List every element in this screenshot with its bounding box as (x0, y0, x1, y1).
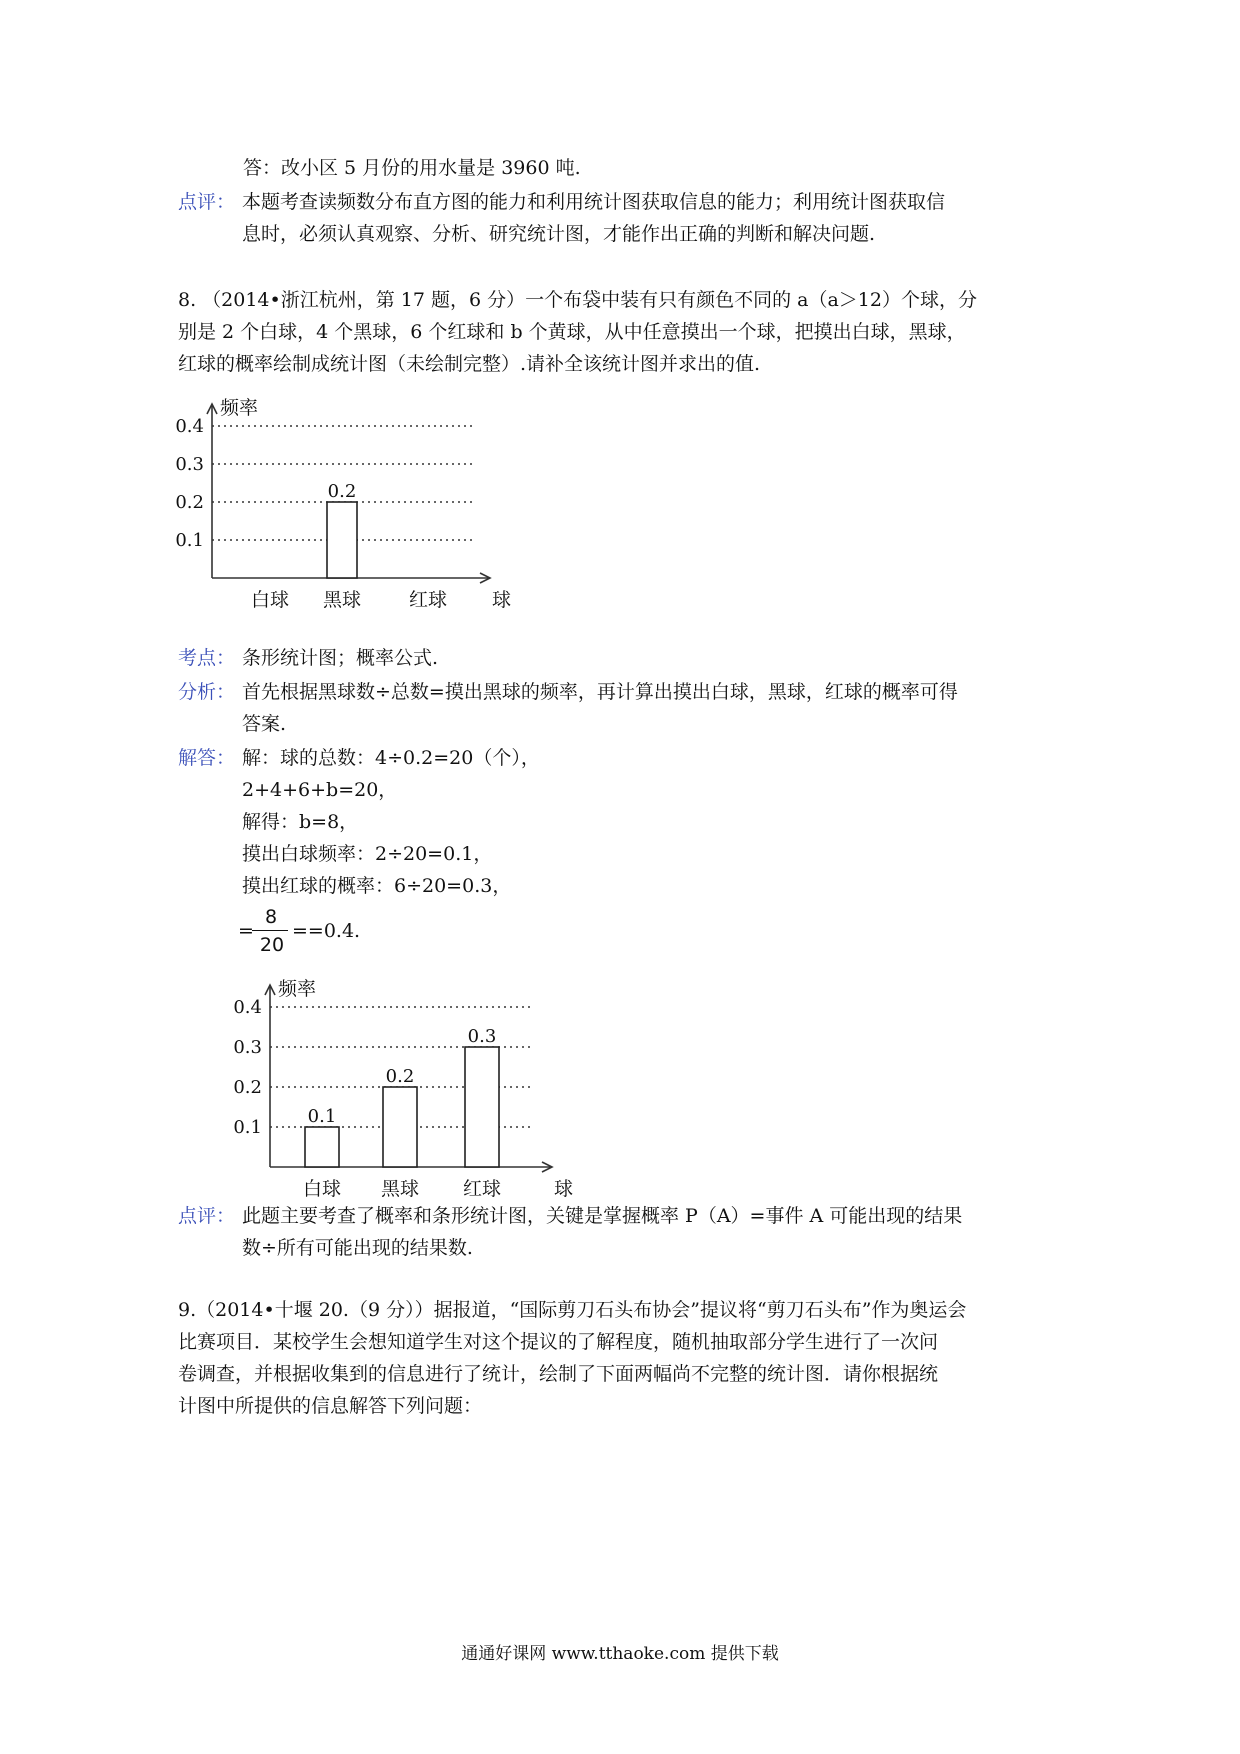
y-tick-label: 0.4 (233, 997, 262, 1018)
prev-comment-label: 点评： (178, 191, 236, 213)
fraction-denominator: 20 (259, 934, 285, 956)
solution-step: 2+4+6+b=20， (242, 779, 398, 801)
fraction-bar (252, 930, 288, 931)
kaodian-text: 条形统计图；概率公式. (242, 647, 439, 669)
bar (327, 502, 357, 578)
solution-step: 摸出白球频率：2÷20=0.1， (242, 843, 493, 865)
x-tick-label: 红球 (462, 1178, 502, 1200)
y-tick-label: 0.1 (175, 530, 204, 551)
fenxi-line1: 首先根据黑球数÷总数=摸出黑球的频率，再计算出摸出白球，黑球，红球的概率可得 (242, 681, 958, 703)
chart-complete (210, 965, 574, 1200)
q8-text-line1: 8. （2014•浙江杭州，第 17 题，6 分）一个布袋中装有只有颜色不同的 a（a＞12）个球，分 (178, 289, 977, 311)
bar (465, 1047, 499, 1167)
fenxi-label: 分析： (178, 681, 236, 703)
y-tick-label: 0.3 (175, 454, 204, 475)
x-tick-label: 黑球 (380, 1178, 420, 1200)
footer: 通通好课网 www.tthaoke.com 提供下载 (461, 1644, 779, 1664)
jieda-label: 解答： (178, 747, 236, 769)
y-tick-label: 0.1 (233, 1117, 262, 1138)
fraction-suffix: ==0.4. (292, 920, 361, 942)
fraction-prefix: = (238, 920, 254, 942)
bar (305, 1127, 339, 1167)
q8-text-line3: 红球的概率绘制成统计图（未绘制完整）.请补全该统计图并求出的值. (178, 353, 761, 375)
prev-answer: 答：改小区 5 月份的用水量是 3960 吨. (243, 157, 581, 179)
solution-step: 解得：b=8， (242, 811, 359, 833)
dianping-line1: 此题主要考查了概率和条形统计图，关键是掌握概率 P（A）=事件 A 可能出现的结果 (242, 1205, 963, 1227)
q9-text-line2: 比赛项目．某校学生会想知道学生对这个提议的了解程度，随机抽取部分学生进行了一次问 (178, 1331, 939, 1353)
x-axis-label: 球 (554, 1178, 574, 1200)
x-tick-label: 白球 (250, 589, 290, 611)
solution-step: 解：球的总数：4÷0.2=20（个）， (242, 747, 540, 769)
y-axis-label: 频率 (278, 978, 317, 1000)
kaodian-label: 考点： (178, 647, 236, 669)
y-axis-label: 频率 (220, 397, 259, 419)
bar-value-label: 0.2 (385, 1066, 415, 1087)
prev-comment-line1: 本题考查读频数分布直方图的能力和利用统计图获取信息的能力；利用统计图获取信 (242, 191, 946, 213)
bar-value-label: 0.3 (467, 1026, 497, 1047)
x-tick-label: 白球 (302, 1178, 342, 1200)
chart-incomplete (150, 380, 510, 610)
y-tick-label: 0.3 (233, 1037, 262, 1058)
bar-value-label: 0.2 (327, 481, 357, 502)
fenxi-line2: 答案. (242, 713, 287, 735)
q9-text-line4: 计图中所提供的信息解答下列问题： (178, 1395, 483, 1417)
q9-text-line1: 9.（2014•十堰 20.（9 分））据报道，“国际剪刀石头布协会”提议将“剪刀石头布”作为奥运会 (178, 1299, 967, 1321)
y-tick-label: 0.2 (175, 492, 204, 513)
prev-comment-line2: 息时，必须认真观察、分析、研究统计图，才能作出正确的判断和解决问题. (242, 223, 876, 245)
dianping-label: 点评： (178, 1205, 236, 1227)
x-axis-label: 球 (492, 589, 512, 611)
dianping-line2: 数÷所有可能出现的结果数. (242, 1237, 473, 1259)
q9-text-line3: 卷调查，并根据收集到的信息进行了统计，绘制了下面两幅尚不完整的统计图．请你根据统 (178, 1363, 939, 1385)
x-tick-label: 红球 (408, 589, 448, 611)
fraction-expression (238, 906, 378, 966)
x-tick-label: 黑球 (322, 589, 362, 611)
q8-text-line2: 别是 2 个白球，4 个黑球，6 个红球和 b 个黄球，从中任意摸出一个球，把摸出白球，黑球， (178, 321, 966, 343)
y-tick-label: 0.4 (175, 416, 204, 437)
bar-value-label: 0.1 (307, 1106, 337, 1127)
fraction-numerator: 8 (264, 906, 278, 928)
y-tick-label: 0.2 (233, 1077, 262, 1098)
solution-step: 摸出红球的概率：6÷20=0.3， (242, 875, 512, 897)
bar (383, 1087, 417, 1167)
